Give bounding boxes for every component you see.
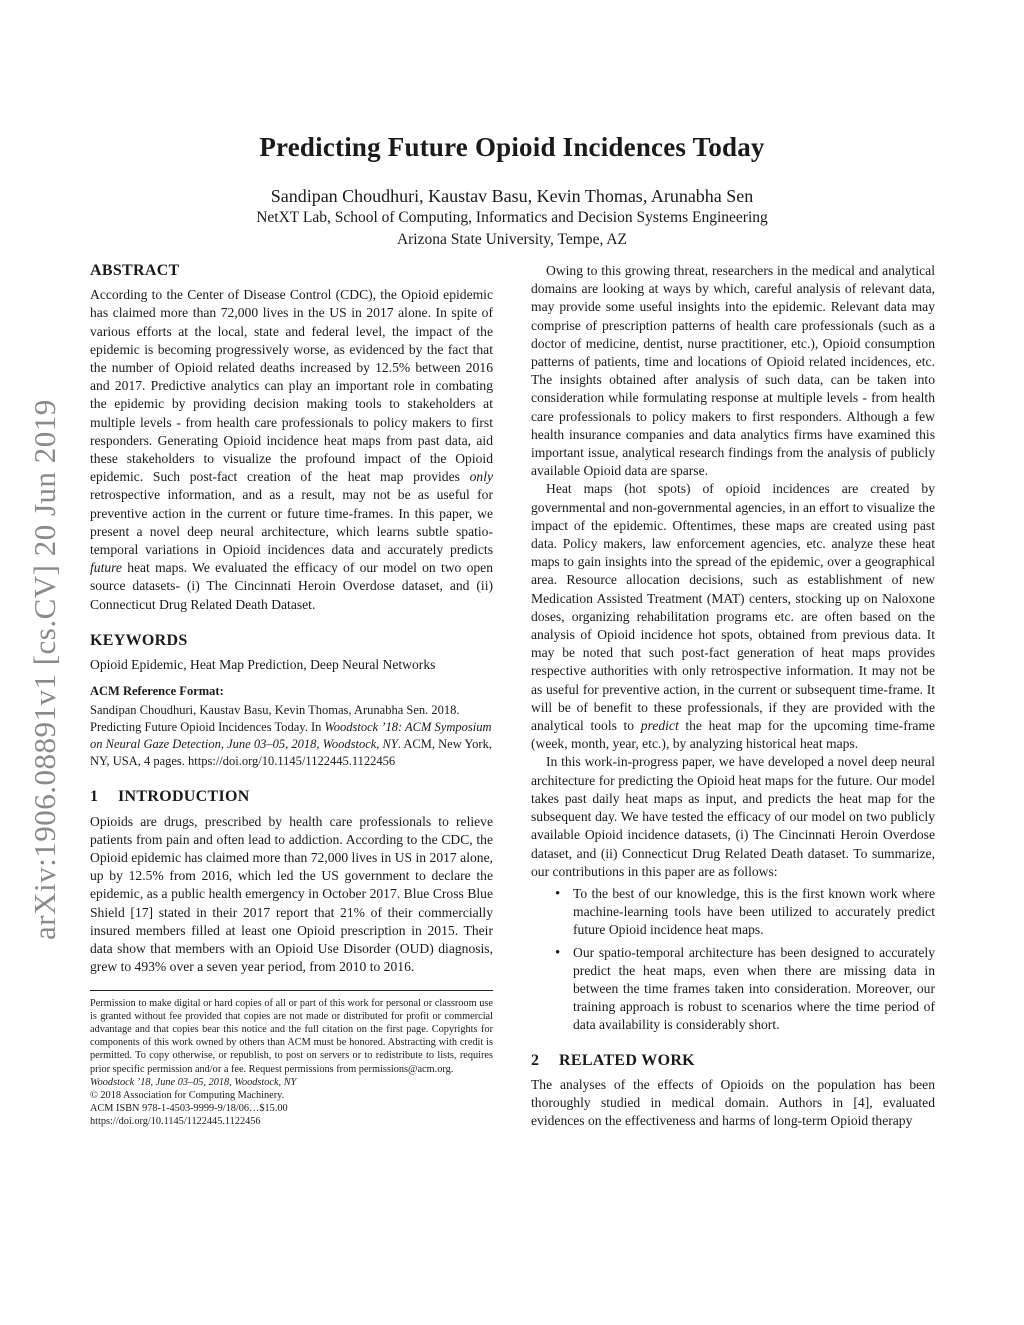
abstract-text: According to the Center of Disease Control (CDC), the Opioid epidemic has claimed more than 72,000 lives in the US in 2017 alone. In spite of various efforts at the local, state and federal level, the impact of the epidemic is becoming progressively worse, as evidenced by the fact that the number of Opioid related deaths increased by 12.5% between 2016 and 2017. Predictive analytics can play an important role in combating the epidemic by providing decision making tools to stakeholders at multiple levels - from health care professionals to policy makers to first responders. Generating Opioid incidence heat maps from past data, aid these stakeholders to visualize the profound impact of the Opioid epidemic. Such post-fact creation of the heat map provides only retrospective information, and as a result, may not be as useful for preventive action in the current or future time-frames. In this paper, we present a novel deep neural architecture, which learns subtle spatio-temporal variations in Opioid incidences data and accurately predicts future heat maps. We evaluated the efficacy of our model on two open source datasets- (i) The Cincinnati Heroin Overdose dataset, and (ii) Connecticut Drug Related Death Dataset.: [90, 287, 493, 612]
footnote-isbn: ACM ISBN 978-1-4503-9999-9/18/06…$15.00: [90, 1103, 288, 1115]
affiliation-line-1: NetXT Lab, School of Computing, Informatics and Decision Systems Engineering: [256, 209, 768, 226]
permission-notice: Permission to make digital or hard copies of all or part of this work for personal or classroom use is granted without fee provided that copies are not made or distributed for profit or commercial advantage and that copies bear this notice and the full citation on the first page. Copyrights for components of this work owned by others than ACM must be honored. Abstracting with credit is permitted. To copy otherwise, or republish, to post on servers or to redistribute to lists, requires prior specific permission and/or a fee. Request permissions from permissions@acm.org.: [90, 997, 493, 1075]
list-item: • Our spatio-temporal architecture has been designed to accurately predict the heat maps, even when there are missing data in between the time frames taken into consideration. Moreover, our training approach is robust to scenarios where the time period of data availability is considerably short.: [555, 944, 935, 1035]
related-work-heading: 2 RELATED WORK: [531, 1051, 695, 1069]
introduction-text: Opioids are drugs, prescribed by health care professionals to relieve patients from pain and often lead to addiction. According to the CDC, the Opioid epidemic has claimed more than 72,000 lives in US in 2017 alone, up by 12.5% from 2016, which led the US government to declare the epidemic, as a public health emergency in October 2017. Blue Cross Blue Shield [17] stated in their 2017 report that 21% of their commercially insured members filled at least one Opioid prescription in 2015. Their data show that members with an Opioid Use Disorder (OUD) diagnosis, grew to 493% over a seven year period, from 2010 to 2016.: [90, 813, 493, 975]
footnote-copyright: © 2018 Association for Computing Machinery.: [90, 1089, 285, 1101]
acm-reference-text: Sandipan Choudhuri, Kaustav Basu, Kevin Thomas, Arunabha Sen. 2018. Predicting Future Opioid Incidences Today. In Woodstock ’18: ACM Symposium on Neural Gaze Detection, June 03–05, 2018, Woodstock, NY. ACM, New York, NY, USA, 4 pages. https://doi.org/10.1145/1122445.1122456: [90, 703, 492, 769]
footnote-venue: Woodstock ’18, June 03–05, 2018, Woodstock, NY: [90, 1076, 297, 1088]
keywords-text: Opioid Epidemic, Heat Map Prediction, Deep Neural Networks: [90, 657, 436, 673]
introduction-heading: 1 INTRODUCTION: [90, 788, 250, 806]
intro-paragraph-4: In this work-in-progress paper, we have developed a novel deep neural architecture for predicting the Opioid heat maps for the future. Our model takes past daily heat maps as input, and predicts the heat map for the subsequent day. We have tested the efficacy of our model on two publicly available Opioid incidence datasets, (i) The Cincinnati Heroin Overdose dataset, and (ii) Connecticut Drug Related Death dataset. To summarize, our contributions in this paper are as follows:: [531, 754, 935, 879]
left-column: [90, 262, 493, 1129]
intro-paragraph-2: Owing to this growing threat, researchers in the medical and analytical domains are looking at ways by which, careful analysis of relevant data, may provide some useful insights into the epidemic. Relevant data may comprise of prescription patterns of health care professionals (such as a doctor of medicine, dentist, nurse practitioner, etc.), Opioid consumption patterns of patients, time and locations of Opioid related incidences, etc. The insights obtained after analysis of such data, can be taken into consideration while formulating response at multiple levels - from health care professionals to policy makers to first responders. Although a few health insurance companies and data analytics firms have examined this important issue, analytical research findings from the analysis of publicly available Opioid data are sparse.: [531, 263, 935, 479]
keywords-heading: KEYWORDS: [90, 631, 188, 649]
list-item: • To the best of our knowledge, this is the first known work where machine-learning tools have been utilized to accurately predict future Opioid incidence heat maps.: [555, 885, 935, 940]
right-column: [531, 262, 935, 1130]
abstract-heading: ABSTRACT: [90, 262, 180, 279]
footnote-divider: [90, 990, 493, 991]
footnote-doi: https://doi.org/10.1145/1122445.1122456: [90, 1116, 261, 1128]
contributions-list: [531, 885, 935, 1035]
affiliation-line-2: Arizona State University, Tempe, AZ: [396, 231, 628, 248]
intro-paragraph-3: Heat maps (hot spots) of opioid incidences are created by governmental and non-governmental agencies, in an effort to visualize the impact of the epidemic. Oftentimes, these maps are created using past data. Policy makers, law enforcement agencies, etc. analyze these heat maps to gain insights into the spread of the epidemic, over a geographical area. Resource allocation decisions, such as establishment of new Medication Assisted Treatment (MAT) centers, stocking up on Naloxone doses, organizing rehabilitation programs etc. are often based on the analysis of Opioid incidence hot spots, obtained from previous data. It may be noted that such post-fact generation of heat maps provides respective authorities with only retrospective information. It may not be as useful for preventive action, in the current or subsequent time-frame. It will be of benefit to these professionals, if they are provided with the analytical tools to predict the heat map for the upcoming time-frame (week, month, year, etc.), by analyzing historical heat maps.: [531, 481, 935, 752]
acm-reference-heading: ACM Reference Format:: [90, 684, 224, 699]
copyright-footnote: [90, 997, 493, 1129]
related-work-text: The analyses of the effects of Opioids on the population has been thoroughly studied in medical domain. Authors in [4], evaluated evidences on the effectiveness and harms of long-term Opioid therapy: [531, 1076, 935, 1129]
paper-title: Predicting Future Opioid Incidences Today: [259, 132, 765, 162]
arxiv-identifier: arXiv:1906.08891v1 [cs.CV] 20 Jun 2019: [27, 399, 62, 940]
author-list: Sandipan Choudhuri, Kaustav Basu, Kevin Thomas, Arunabha Sen: [270, 186, 754, 206]
